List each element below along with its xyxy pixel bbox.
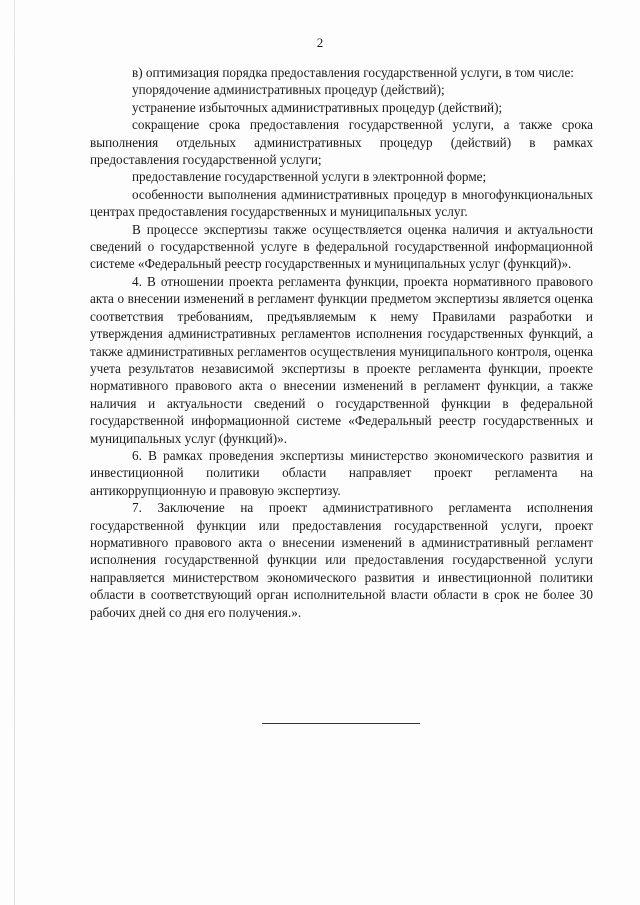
paragraph-reducing-terms: сокращение срока предоставления государственной услуги, а также срока выполнения отдельных административных процедур (действий) в рамках предоставления государственной услуги; [90, 117, 593, 168]
paragraph-expertise-assessment: В процессе экспертизы также осуществляется оценка наличия и актуальности сведений о государственной услуге в федеральной государственной информационной системе «Федеральный реестр государственных и муниципальных услуг (функций)». [90, 221, 593, 272]
paragraph-item-6: 6. В рамках проведения экспертизы министерство экономического развития и инвестиционной политики области направляет проект регламента на антикоррупционную и правовую экспертизу. [90, 447, 593, 498]
paragraph-electronic-form: предоставление государственной услуги в электронной форме; [132, 169, 487, 185]
paragraph-multifunctional-centers: особенности выполнения административных процедур в многофункциональных центрах предоставления государственных и муниципальных услуг. [90, 186, 593, 220]
closing-divider-line [262, 723, 420, 724]
paragraph-optimization: в) оптимизация порядка предоставления государственной услуги, в том числе: [132, 65, 574, 80]
document-body [90, 64, 593, 621]
paragraph-ordering-procedures: упорядочение административных процедур (действий); [132, 82, 445, 98]
scan-edge-line [14, 0, 15, 905]
paragraph-removing-redundant: устранение избыточных административных процедур (действий); [132, 99, 503, 115]
paragraph-item-4: 4. В отношении проекта регламента функции, проекта нормативного правового акта о внесении изменений в регламент функции предметом экспертизы является оценка соответствия требованиям, предъявляемым к нему Правилами разработки и утверждения административных регламентов исполнения государственных функций, а также административных регламентов осуществления муниципального контроля, оценка учета результатов независимой экспертизы в проекте регламента функции, проекте нормативного правового акта о внесении изменений в регламент функции, а также наличия и актуальности сведений о государственной функции в федеральной государственной информационной системе «Федеральный реестр государственных и муниципальных услуг (функций)». [90, 273, 593, 446]
paragraph-item-7: 7. Заключение на проект административного регламента исполнения государственной функции или предоставления государственной услуги, проект нормативного правового акта о внесении изменений в административный регламент исполнения государственной функции или предоставления государственной услуги направляется министерством экономического развития и инвестиционной политики области в соответствующий орган исполнительной власти области в срок не более 30 рабочих дней со дня его получения.». [90, 500, 593, 620]
page-number: 2 [316, 35, 324, 50]
